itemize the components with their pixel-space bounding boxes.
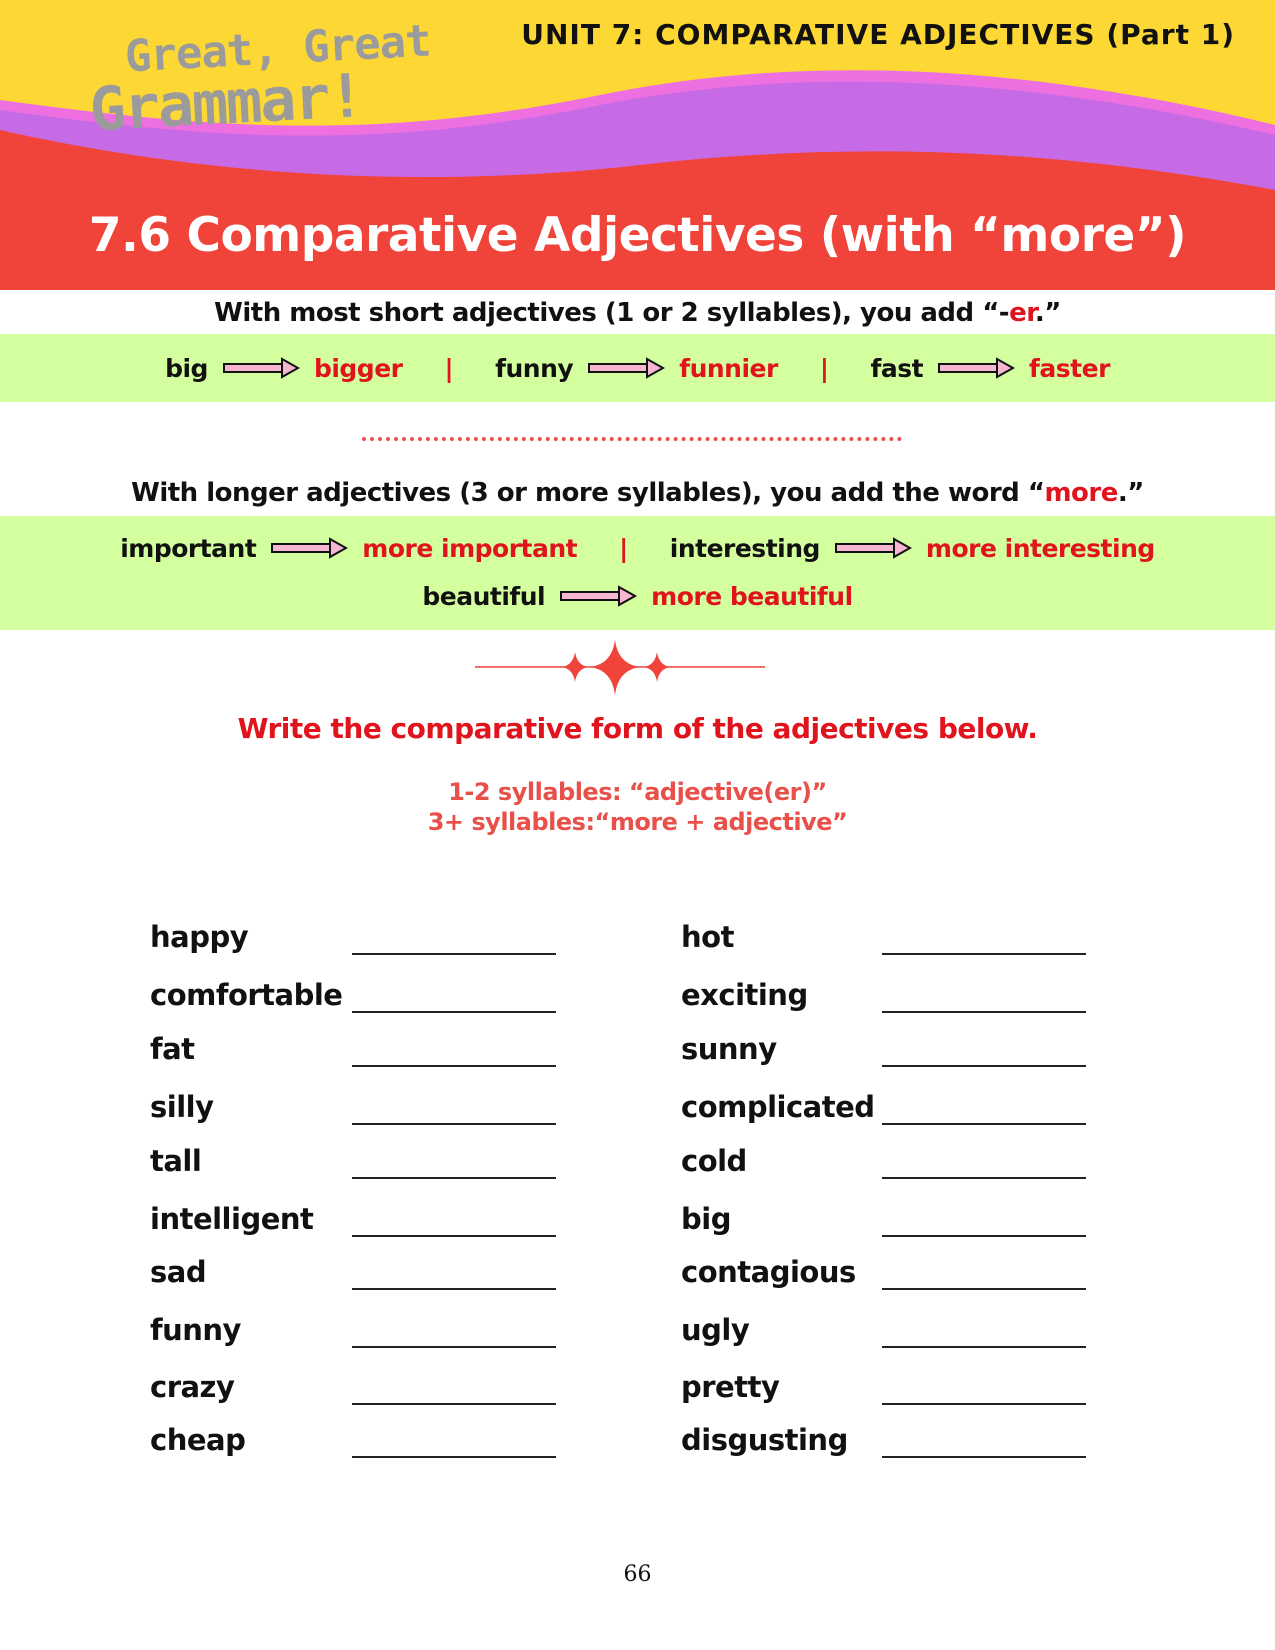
arrow-right-icon [270, 537, 348, 559]
answer-blank[interactable] [352, 951, 556, 955]
answer-blank[interactable] [352, 1286, 556, 1290]
rule2-text [0, 478, 1275, 508]
exercise-word: exciting [681, 978, 808, 1012]
example-answer: bigger [313, 353, 403, 383]
answer-blank[interactable] [352, 1009, 556, 1013]
rule1-text [0, 298, 1275, 328]
exercise-word: contagious [681, 1255, 856, 1289]
answer-blank[interactable] [882, 1175, 1086, 1179]
answer-blank[interactable] [352, 1401, 556, 1405]
exercise-hint-1: 1-2 syllables: “adjective(er)” [448, 778, 827, 806]
answer-blank[interactable] [882, 1009, 1086, 1013]
rule1-highlight: er [1009, 298, 1035, 328]
exercise-word: comfortable [150, 978, 343, 1012]
unit-title: UNIT 7: COMPARATIVE ADJECTIVES (Part 1) [521, 18, 1235, 51]
answer-blank[interactable] [352, 1121, 556, 1125]
separator: | [819, 353, 829, 383]
exercise-word: tall [150, 1144, 202, 1178]
rule1-before: With most short adjectives (1 or 2 syllables), you add “- [214, 298, 1010, 328]
answer-blank[interactable] [882, 1233, 1086, 1237]
arrow-right-icon [834, 537, 912, 559]
answer-blank[interactable] [352, 1344, 556, 1348]
logo-line1: Great, Great [123, 15, 432, 83]
answer-blank[interactable] [352, 1175, 556, 1179]
example-word: interesting [669, 533, 820, 563]
dotted-divider [362, 437, 902, 445]
rule2-examples-row1 [0, 530, 1275, 566]
answer-blank[interactable] [352, 1233, 556, 1237]
answer-blank[interactable] [882, 1344, 1086, 1348]
exercise-word: cheap [150, 1423, 246, 1457]
answer-blank[interactable] [882, 1121, 1086, 1125]
exercise-word: sunny [681, 1032, 777, 1066]
header-banner [0, 0, 1275, 290]
exercise-instruction: Write the comparative form of the adjectives below. [237, 712, 1038, 745]
example-word: funny [495, 353, 574, 383]
exercise-word: complicated [681, 1090, 875, 1124]
answer-blank[interactable] [882, 1401, 1086, 1405]
rule2-before: With longer adjectives (3 or more syllables), you add the word “ [131, 478, 1045, 508]
arrow-right-icon [937, 357, 1015, 379]
example-word: important [120, 533, 257, 563]
example-answer: more interesting [925, 533, 1155, 563]
arrow-right-icon [222, 357, 300, 379]
lesson-title: 7.6 Comparative Adjectives (with “more”) [88, 208, 1187, 263]
answer-blank[interactable] [882, 1454, 1086, 1458]
rule1-examples [0, 350, 1275, 386]
arrow-right-icon [587, 357, 665, 379]
answer-blank[interactable] [882, 951, 1086, 955]
sparkle-divider-icon [470, 635, 770, 705]
rule1-after: .” [1034, 298, 1061, 328]
arrow-right-icon [559, 585, 637, 607]
exercise-hint-2: 3+ syllables:“more + adjective” [427, 808, 848, 836]
exercise-word: fat [150, 1032, 195, 1066]
exercise-word: funny [150, 1313, 241, 1347]
exercise-word: hot [681, 920, 734, 954]
example-answer: faster [1029, 353, 1110, 383]
exercise-word: crazy [150, 1370, 235, 1404]
exercise-word: happy [150, 920, 249, 954]
exercise-word: big [681, 1202, 731, 1236]
exercise-word: silly [150, 1090, 214, 1124]
example-word: beautiful [422, 581, 546, 611]
example-answer: funnier [679, 353, 778, 383]
answer-blank[interactable] [352, 1063, 556, 1067]
rule2-examples-row2 [0, 578, 1275, 614]
example-word: big [165, 353, 208, 383]
exercise-word: sad [150, 1255, 207, 1289]
exercise-word: disgusting [681, 1423, 848, 1457]
exercise-word: intelligent [150, 1202, 314, 1236]
exercise-word: pretty [681, 1370, 780, 1404]
separator: | [444, 353, 454, 383]
page-number: 66 [623, 1562, 652, 1587]
rule2-highlight: more [1044, 478, 1118, 508]
answer-blank[interactable] [882, 1286, 1086, 1290]
rule2-after: .” [1117, 478, 1144, 508]
example-word: fast [870, 353, 924, 383]
example-answer: more beautiful [651, 581, 853, 611]
answer-blank[interactable] [352, 1454, 556, 1458]
logo-line2: Grammar! [87, 61, 365, 146]
separator: | [619, 533, 628, 563]
exercise-word: cold [681, 1144, 747, 1178]
exercise-word: ugly [681, 1313, 750, 1347]
example-answer: more important [362, 533, 578, 563]
answer-blank[interactable] [882, 1063, 1086, 1067]
logo [85, 9, 450, 146]
